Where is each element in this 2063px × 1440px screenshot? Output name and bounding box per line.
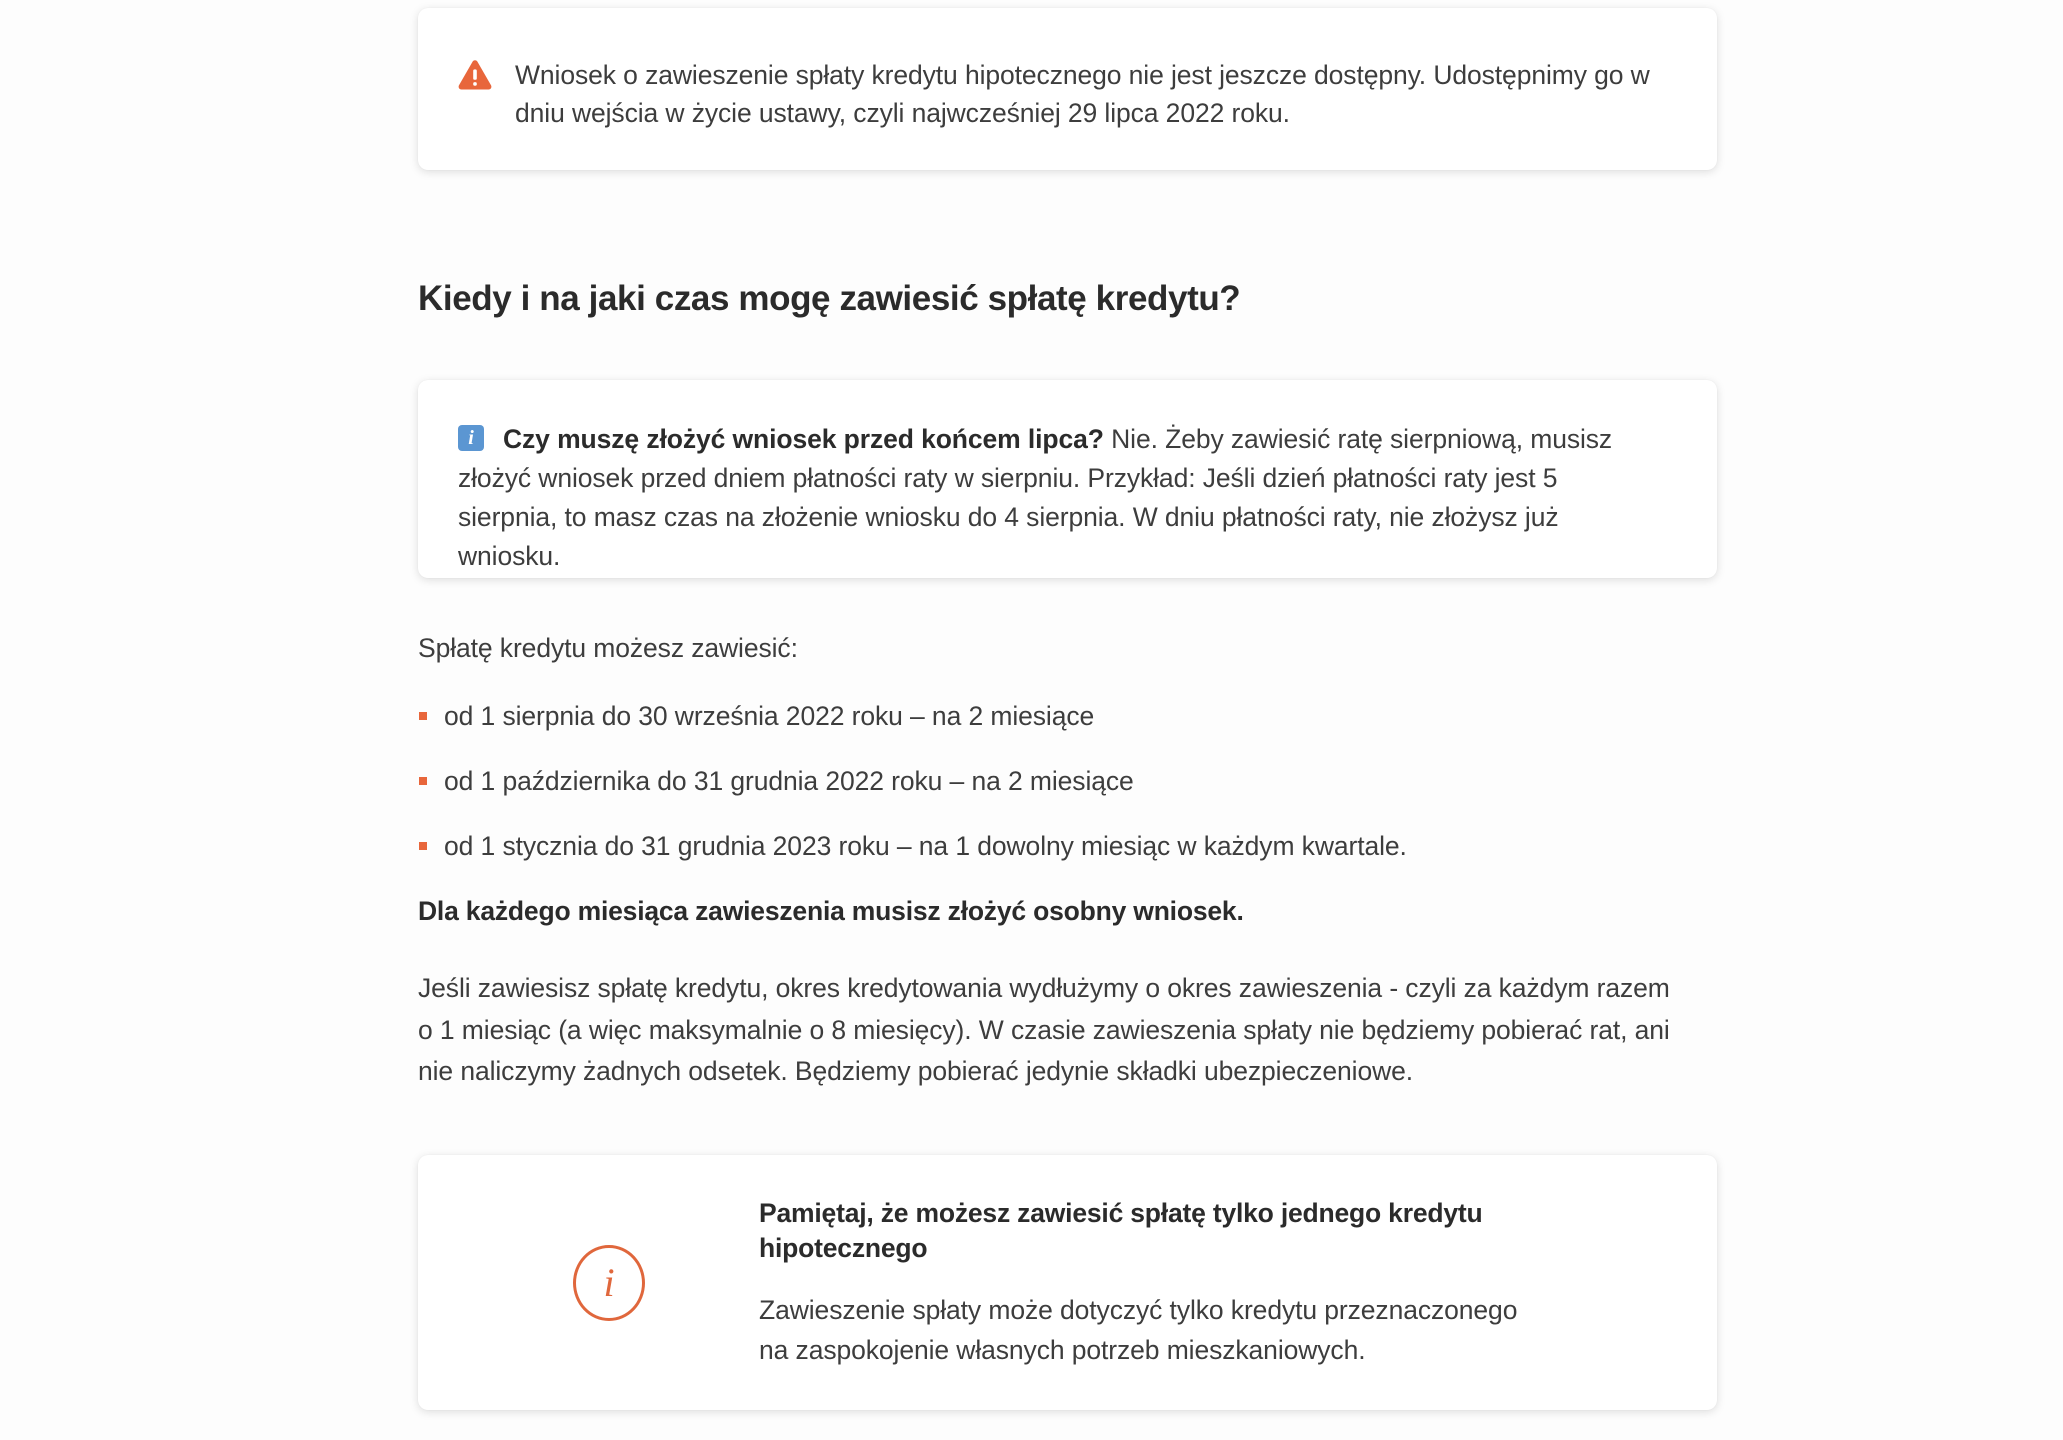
list-item-label: od 1 sierpnia do 30 września 2022 roku – na 2 miesiące: [444, 701, 1095, 732]
lead-line: Spłatę kredytu możesz zawiesić:: [418, 633, 798, 663]
list-item-label: od 1 października do 31 grudnia 2022 roku – na 2 miesiące: [444, 766, 1134, 797]
body-paragraph: Jeśli zawiesisz spłatę kredytu, okres kredytowania wydłużymy o okres zawieszenia - czyli za każdym razem o 1 miesiąc (a więc maksymalnie o 8 miesięcy). W czasie zawieszenia spłaty nie będziemy pobierać rat, ani nie naliczymy żadnych odsetek. Będziemy pobierać jedynie składki ubezpieczeniowe.: [418, 973, 1670, 1086]
warning-triangle-icon: [458, 59, 492, 91]
list-item: [418, 698, 1718, 735]
bold-note: Dla każdego miesiąca zawieszenia musisz złożyć osobny wniosek.: [418, 896, 1244, 927]
reminder-text-block: [759, 1194, 1657, 1370]
info-question-card: [418, 380, 1717, 578]
list-item: [418, 828, 1718, 865]
info-question-body: [458, 420, 1663, 576]
bullet-square-icon: [419, 842, 427, 850]
list-item: [418, 763, 1718, 800]
warning-notice-text: Wniosek o zawieszenie spłaty kredytu hipotecznego nie jest jeszcze dostępny. Udostępnimy go w dniu wejścia w życie ustawy, czyli najwcześniej 29 lipca 2022 roku.: [515, 60, 1650, 129]
info-square-icon: [458, 425, 484, 451]
bullet-square-icon: [419, 777, 427, 785]
body-content: [418, 630, 1718, 1092]
info-answer-text: Nie. Żeby zawiesić ratę sierpniową, musisz złożyć wniosek przed dniem płatności raty w sierpniu. Przykład: Jeśli dzień płatności raty jest 5 sierpnia, to masz czas na złożenie wniosku do 4 sierpnia. W dniu płatności raty, nie złożysz już wniosku.: [458, 424, 1613, 571]
list-item-label: od 1 stycznia do 31 grudnia 2023 roku – na 1 dowolny miesiąc w każdym kwartale.: [444, 831, 1407, 862]
bullet-square-icon: [419, 712, 427, 720]
section-heading: Kiedy i na jaki czas mogę zawiesić spłatę kredytu?: [418, 279, 1241, 318]
reminder-card: [418, 1155, 1717, 1410]
reminder-subtext-line1: Zawieszenie spłaty może dotyczyć tylko kredytu przeznaczonego: [759, 1295, 1518, 1326]
warning-notice-card: [418, 8, 1717, 170]
info-circle-icon: [573, 1245, 645, 1321]
reminder-subtext-line2: na zaspokojenie własnych potrzeb mieszkaniowych.: [759, 1334, 1366, 1365]
info-question-label: Czy muszę złożyć wniosek przed końcem lipca?: [503, 424, 1104, 454]
suspension-terms-list: [418, 698, 1718, 865]
reminder-title: Pamiętaj, że możesz zawiesić spłatę tylko jednego kredytu hipotecznego: [759, 1198, 1483, 1263]
